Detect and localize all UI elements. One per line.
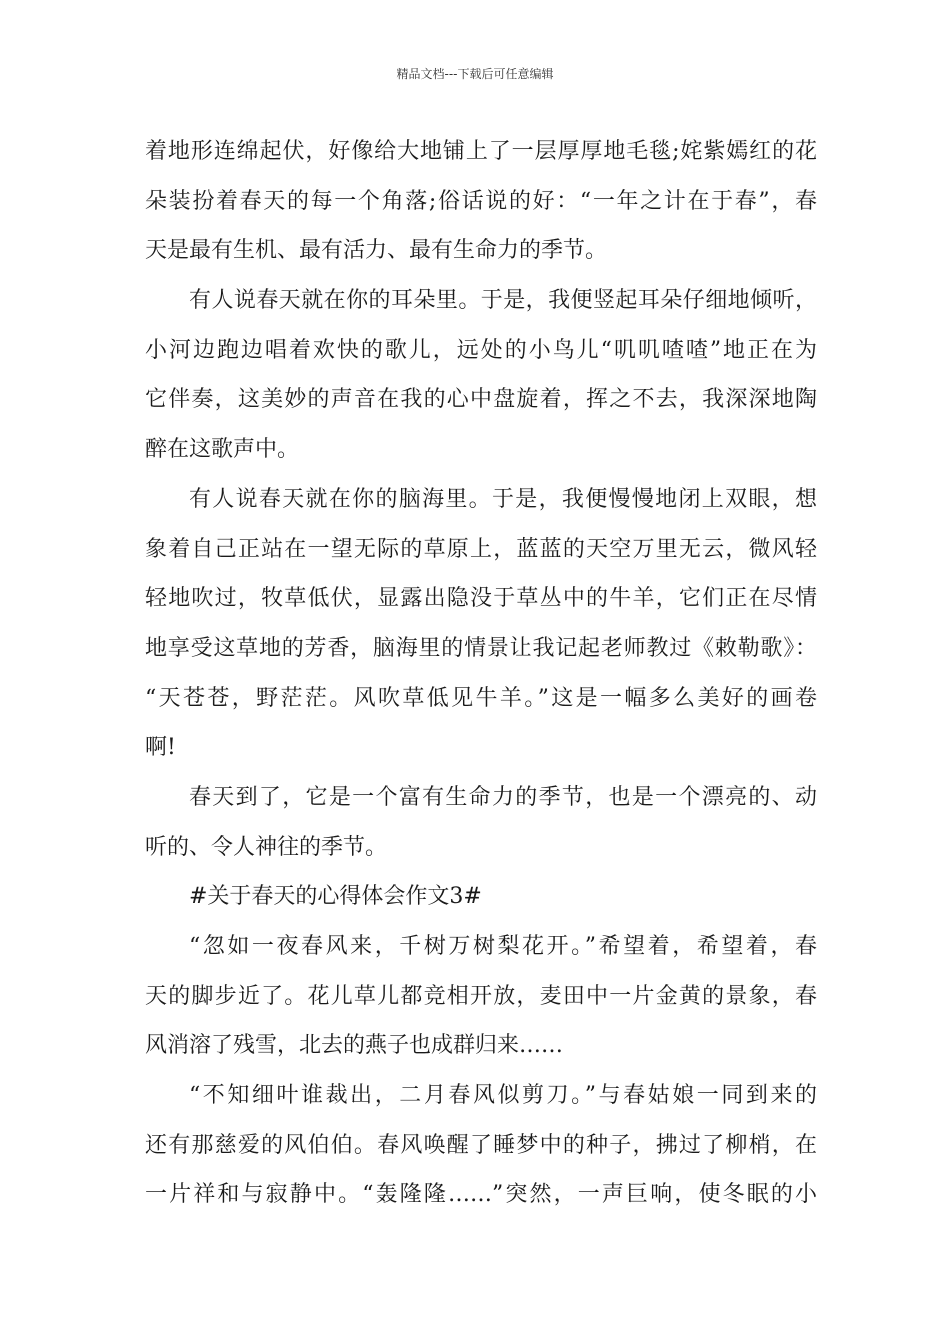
text-line: 小河边跑边唱着欢快的歌儿，远处的小鸟儿“叽叽喳喳”地正在为 <box>145 337 817 363</box>
text-line: “天苍苍，野茫茫。风吹草低见牛羊。”这是一幅多么美好的画卷 <box>145 685 817 711</box>
text-line: 朵装扮着春天的每一个角落;俗话说的好：“一年之计在于春”，春 <box>145 188 817 214</box>
text-line: 有人说春天就在你的脑海里。于是，我便慢慢地闭上双眼，想 <box>189 486 817 512</box>
page-header: 精品文档---下载后可任意编辑 <box>396 67 554 81</box>
text-line: 天是最有生机、最有活力、最有生命力的季节。 <box>145 238 608 264</box>
text-line: 啊! <box>145 735 176 761</box>
text-line: 一片祥和与寂静中。“轰隆隆……”突然，一声巨响，使冬眠的小 <box>145 1182 817 1208</box>
text-line: 着地形连绵起伏，好像给大地铺上了一层厚厚地毛毯;姹紫嫣红的花 <box>145 139 817 164</box>
text-line: 有人说春天就在你的耳朵里。于是，我便竖起耳朵仔细地倾听， <box>189 288 817 314</box>
text-line: 天的脚步近了。花儿草儿都竞相开放，麦田中一片金黄的景象，春 <box>145 983 817 1009</box>
section-heading: #关于春天的心得体会作文3# <box>189 884 482 910</box>
text-line: 象着自己正站在一望无际的草原上，蓝蓝的天空万里无云，微风轻 <box>145 536 817 562</box>
text-line: 风消溶了残雪，北去的燕子也成群归来…… <box>145 1033 564 1059</box>
text-line: 地享受这草地的芳香，脑海里的情景让我记起老师教过《敕勒歌》： <box>145 635 817 661</box>
text-line: 它伴奏，这美妙的声音在我的心中盘旋着，挥之不去，我深深地陶 <box>145 387 817 413</box>
text-line: 轻地吹过，牧草低伏，显露出隐没于草丛中的牛羊，它们正在尽情 <box>145 586 817 612</box>
text-line: 春天到了，它是一个富有生命力的季节，也是一个漂亮的、动 <box>189 784 817 810</box>
text-line: 听的、令人神往的季节。 <box>145 834 388 860</box>
text-line: 还有那慈爱的风伯伯。春风唤醒了睡梦中的种子，拂过了柳梢，在 <box>145 1132 817 1158</box>
text-line: “不知细叶谁裁出，二月春风似剪刀。”与春姑娘一同到来的 <box>189 1083 817 1109</box>
text-line: “忽如一夜春风来，千树万树梨花开。”希望着，希望着，春 <box>189 934 817 959</box>
text-line: 醉在这歌声中。 <box>145 437 300 463</box>
document-body <box>145 127 817 1220</box>
